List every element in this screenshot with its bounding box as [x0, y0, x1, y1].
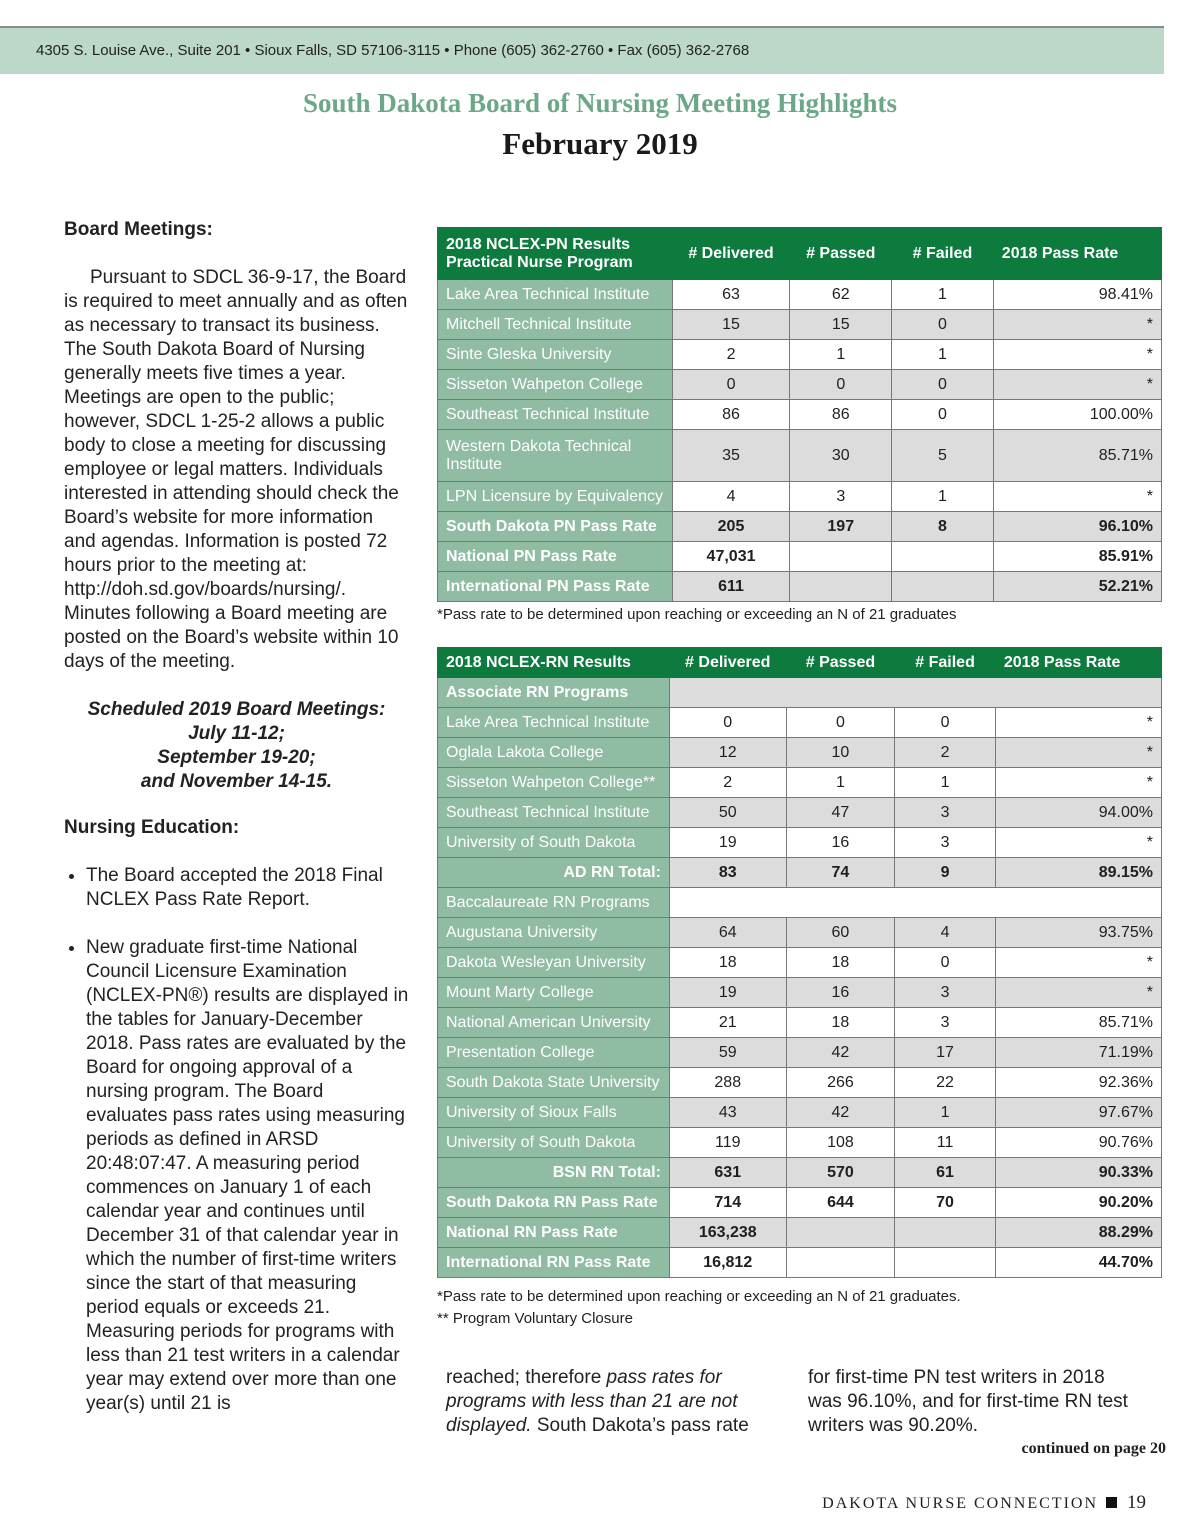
table-row — [438, 918, 1162, 948]
delivered-cell: 714 — [669, 1188, 786, 1218]
failed-cell: 0 — [892, 370, 994, 400]
pn-results-table — [437, 227, 1162, 602]
delivered-cell: 86 — [672, 400, 790, 430]
row-label: Sinte Gleska University — [438, 340, 673, 370]
row-label: University of South Dakota — [438, 828, 670, 858]
passed-cell: 0 — [786, 708, 895, 738]
row-label: LPN Licensure by Equivalency — [438, 482, 673, 512]
passed-cell: 644 — [786, 1188, 895, 1218]
row-label: AD RN Total: — [438, 858, 670, 888]
pass-rate-cell: * — [995, 768, 1161, 798]
failed-cell — [892, 572, 994, 602]
row-label: BSN RN Total: — [438, 1158, 670, 1188]
table-row — [438, 1128, 1162, 1158]
passed-cell: 266 — [786, 1068, 895, 1098]
pass-rate-cell: 89.15% — [995, 858, 1161, 888]
delivered-cell: 631 — [669, 1158, 786, 1188]
failed-cell: 61 — [895, 1158, 996, 1188]
row-label: Oglala Lakota College — [438, 738, 670, 768]
address-bar — [0, 28, 1164, 74]
mid-text-part-2: South Dakota’s pass rate — [531, 1415, 749, 1436]
right-text-column: for first-time PN test writers in 2018 was 96.10%, and for first-time RN test writers was 90.20%. — [808, 1367, 1128, 1436]
pass-rate-cell: 71.19% — [995, 1038, 1161, 1068]
passed-cell: 42 — [786, 1038, 895, 1068]
row-label: International PN Pass Rate — [438, 572, 673, 602]
mid-text-italic: pass rates for programs with less than 21 are not displayed. — [446, 1367, 738, 1436]
delivered-cell: 63 — [672, 280, 790, 310]
pass-rate-cell: 85.71% — [995, 1008, 1161, 1038]
table-row — [438, 280, 1162, 310]
pass-rate-cell: * — [995, 948, 1161, 978]
mid-text-part-1: reached; therefore — [446, 1367, 607, 1388]
failed-cell: 4 — [895, 918, 996, 948]
page-subtitle: February 2019 — [502, 126, 698, 161]
pass-rate-cell: 97.67% — [995, 1098, 1161, 1128]
delivered-cell: 47,031 — [672, 542, 790, 572]
table-row — [438, 370, 1162, 400]
table-row — [438, 512, 1162, 542]
pass-rate-cell: * — [995, 978, 1161, 1008]
failed-cell: 1 — [895, 768, 996, 798]
pass-rate-cell: * — [993, 482, 1161, 512]
row-label: Southeast Technical Institute — [438, 798, 670, 828]
empty-cell — [669, 678, 1161, 708]
failed-cell: 1 — [892, 280, 994, 310]
col-delivered: # Delivered — [672, 228, 790, 280]
education-bullets — [64, 864, 409, 1416]
col-failed: # Failed — [892, 228, 994, 280]
col-passed: # Passed — [790, 228, 892, 280]
table-row — [438, 430, 1162, 482]
delivered-cell: 16,812 — [669, 1248, 786, 1278]
board-meetings-text: Pursuant to SDCL 36-9-17, the Board is required to meet annually and as often as necessary to transact its business. The South Dakota Board of Nursing generally meets five times a year. Meetings are open to the public; however, SDCL 1-25-2 allows a public body to close a meeting for discussing employee or legal matters. Individuals interested in attending should check the Board’s website for more information and agendas. Information is posted 72 hours prior to the meeting at: http://doh.sd.gov/boards/nursing/. Minutes following a Board meeting are posted on the Board’s website within 10 days of the meeting. — [64, 267, 408, 672]
failed-cell: 0 — [892, 310, 994, 340]
table-row — [438, 482, 1162, 512]
passed-cell: 18 — [786, 1008, 895, 1038]
row-label: National PN Pass Rate — [438, 542, 673, 572]
failed-cell: 11 — [895, 1128, 996, 1158]
table-row — [438, 1188, 1162, 1218]
failed-cell: 1 — [895, 1098, 996, 1128]
table-header-row — [438, 228, 1162, 280]
pass-rate-cell: 100.00% — [993, 400, 1161, 430]
table-row — [438, 1098, 1162, 1128]
failed-cell: 0 — [895, 948, 996, 978]
table-row — [438, 798, 1162, 828]
passed-cell — [786, 1248, 895, 1278]
pass-rate-cell: * — [993, 370, 1161, 400]
delivered-cell: 288 — [669, 1068, 786, 1098]
delivered-cell: 50 — [669, 798, 786, 828]
delivered-cell: 21 — [669, 1008, 786, 1038]
failed-cell: 8 — [892, 512, 994, 542]
page-title: South Dakota Board of Nursing Meeting Highlights — [302, 88, 898, 118]
left-column — [64, 218, 409, 1440]
pass-rate-cell: 93.75% — [995, 918, 1161, 948]
passed-cell: 3 — [790, 482, 892, 512]
passed-cell: 86 — [790, 400, 892, 430]
pass-rate-cell: 92.36% — [995, 1068, 1161, 1098]
pass-rate-cell: * — [995, 708, 1161, 738]
page-footer — [822, 1492, 1146, 1514]
passed-cell: 42 — [786, 1098, 895, 1128]
row-label: South Dakota RN Pass Rate — [438, 1188, 670, 1218]
failed-cell: 22 — [895, 1068, 996, 1098]
delivered-cell: 64 — [669, 918, 786, 948]
pass-rate-cell: 98.41% — [993, 280, 1161, 310]
delivered-cell: 2 — [669, 768, 786, 798]
table-row — [438, 1008, 1162, 1038]
table-row — [438, 708, 1162, 738]
failed-cell: 2 — [895, 738, 996, 768]
failed-cell: 3 — [895, 978, 996, 1008]
board-meetings-heading: Board Meetings: — [64, 219, 213, 240]
passed-cell: 10 — [786, 738, 895, 768]
row-label: Dakota Wesleyan University — [438, 948, 670, 978]
passed-cell — [790, 572, 892, 602]
failed-cell: 70 — [895, 1188, 996, 1218]
bullet-item: • New graduate first-time National Council Licensure Examination (NCLEX-PN®) results are displayed in the tables for January-December 2018. Pass rates are evaluated by the Board for ongoing approval of a nursing program. The Board evaluates pass rates using measuring periods as defined in ARSD 20:48:07:47. A measuring period commences on January 1 of each calendar year and continues until December 31 of that calendar year in which the number of first-time writers since the start of that measuring period equals or exceeds 21. Measuring periods for programs with less than 21 test writers in a calendar year may extend over more than one year(s) until 21 is — [86, 936, 409, 1416]
failed-cell: 1 — [892, 482, 994, 512]
col-failed: # Failed — [895, 648, 996, 678]
table-row — [438, 1248, 1162, 1278]
delivered-cell: 19 — [669, 978, 786, 1008]
passed-cell: 0 — [790, 370, 892, 400]
delivered-cell: 43 — [669, 1098, 786, 1128]
table-row — [438, 310, 1162, 340]
row-label: Western Dakota Technical Institute — [438, 430, 673, 482]
row-label: Presentation College — [438, 1038, 670, 1068]
failed-cell: 3 — [895, 1008, 996, 1038]
page-number: 19 — [1127, 1492, 1146, 1513]
table-row — [438, 978, 1162, 1008]
continued-note: continued on page 20 — [1021, 1440, 1166, 1457]
failed-cell: 5 — [892, 430, 994, 482]
passed-cell: 30 — [790, 430, 892, 482]
passed-cell: 197 — [790, 512, 892, 542]
delivered-cell: 83 — [669, 858, 786, 888]
table-row — [438, 828, 1162, 858]
row-label: University of Sioux Falls — [438, 1098, 670, 1128]
row-label: Lake Area Technical Institute — [438, 708, 670, 738]
rn-results-table — [437, 647, 1162, 1278]
pass-rate-cell: 85.91% — [993, 542, 1161, 572]
failed-cell: 0 — [892, 400, 994, 430]
failed-cell — [895, 1218, 996, 1248]
nursing-education-heading: Nursing Education: — [64, 817, 240, 838]
failed-cell — [895, 1248, 996, 1278]
pass-rate-cell: 94.00% — [995, 798, 1161, 828]
pass-rate-cell: 90.33% — [995, 1158, 1161, 1188]
section-label: Associate RN Programs — [438, 678, 670, 708]
col-pass-rate: 2018 Pass Rate — [995, 648, 1161, 678]
row-label: Mitchell Technical Institute — [438, 310, 673, 340]
delivered-cell: 611 — [672, 572, 790, 602]
passed-cell: 62 — [790, 280, 892, 310]
magazine-name: DAKOTA NURSE CONNECTION — [822, 1495, 1098, 1512]
delivered-cell: 205 — [672, 512, 790, 542]
delivered-cell: 35 — [672, 430, 790, 482]
pass-rate-cell: * — [995, 738, 1161, 768]
failed-cell: 0 — [895, 708, 996, 738]
table-header-row — [438, 648, 1162, 678]
table-row — [438, 400, 1162, 430]
pass-rate-cell: 90.76% — [995, 1128, 1161, 1158]
failed-cell: 9 — [895, 858, 996, 888]
col-pass-rate: 2018 Pass Rate — [993, 228, 1161, 280]
delivered-cell: 18 — [669, 948, 786, 978]
passed-cell: 570 — [786, 1158, 895, 1188]
delivered-cell: 0 — [672, 370, 790, 400]
row-label: Augustana University — [438, 918, 670, 948]
passed-cell — [786, 1218, 895, 1248]
delivered-cell: 163,238 — [669, 1218, 786, 1248]
passed-cell: 18 — [786, 948, 895, 978]
passed-cell: 108 — [786, 1128, 895, 1158]
row-label: Southeast Technical Institute — [438, 400, 673, 430]
failed-cell: 1 — [892, 340, 994, 370]
scheduled-heading: Scheduled 2019 Board Meetings: — [87, 699, 386, 720]
row-label: Sisseton Wahpeton College — [438, 370, 673, 400]
col-delivered: # Delivered — [669, 648, 786, 678]
table-row — [438, 542, 1162, 572]
section-label: Baccalaureate RN Programs — [438, 888, 670, 918]
passed-cell — [790, 542, 892, 572]
passed-cell: 16 — [786, 978, 895, 1008]
pass-rate-cell: * — [993, 310, 1161, 340]
passed-cell: 1 — [790, 340, 892, 370]
pass-rate-cell: 88.29% — [995, 1218, 1161, 1248]
delivered-cell: 15 — [672, 310, 790, 340]
passed-cell: 15 — [790, 310, 892, 340]
table-row — [438, 858, 1162, 888]
row-label: National RN Pass Rate — [438, 1218, 670, 1248]
row-label: University of South Dakota — [438, 1128, 670, 1158]
table-row — [438, 768, 1162, 798]
section-label-row — [438, 888, 1162, 918]
passed-cell: 1 — [786, 768, 895, 798]
failed-cell — [892, 542, 994, 572]
delivered-cell: 2 — [672, 340, 790, 370]
table-row — [438, 340, 1162, 370]
delivered-cell: 0 — [669, 708, 786, 738]
table-row — [438, 948, 1162, 978]
passed-cell: 60 — [786, 918, 895, 948]
col-passed: # Passed — [786, 648, 895, 678]
pass-rate-cell: 52.21% — [993, 572, 1161, 602]
table-row — [438, 1038, 1162, 1068]
empty-cell — [669, 888, 1161, 918]
table-row — [438, 572, 1162, 602]
delivered-cell: 4 — [672, 482, 790, 512]
row-label: South Dakota State University — [438, 1068, 670, 1098]
rn-header-title: 2018 NCLEX-RN Results — [438, 648, 670, 678]
pass-rate-cell: 90.20% — [995, 1188, 1161, 1218]
rn-footnote-1: *Pass rate to be determined upon reaching or exceeding an N of 21 graduates. — [437, 1288, 961, 1305]
failed-cell: 17 — [895, 1038, 996, 1068]
middle-text-column — [446, 1366, 766, 1438]
table-row — [438, 738, 1162, 768]
failed-cell: 3 — [895, 828, 996, 858]
pass-rate-cell: * — [995, 828, 1161, 858]
delivered-cell: 19 — [669, 828, 786, 858]
rn-footnote-2: ** Program Voluntary Closure — [437, 1310, 633, 1327]
row-label: Sisseton Wahpeton College** — [438, 768, 670, 798]
pn-header-line2: Practical Nurse Program — [446, 253, 633, 271]
delivered-cell: 59 — [669, 1038, 786, 1068]
row-label: Mount Marty College — [438, 978, 670, 1008]
passed-cell: 16 — [786, 828, 895, 858]
row-label: Lake Area Technical Institute — [438, 280, 673, 310]
scheduled-date-1: July 11-12; — [188, 723, 285, 744]
table-row — [438, 1158, 1162, 1188]
address-text: 4305 S. Louise Ave., Suite 201 • Sioux Falls, SD 57106-3115 • Phone (605) 362-2760 • Fax (605) 362-2768 — [36, 42, 750, 59]
failed-cell: 3 — [895, 798, 996, 828]
bullet-item: • The Board accepted the 2018 Final NCLEX Pass Rate Report. — [86, 864, 409, 912]
row-label: International RN Pass Rate — [438, 1248, 670, 1278]
table-row — [438, 1218, 1162, 1248]
table-row — [438, 1068, 1162, 1098]
row-label: South Dakota PN Pass Rate — [438, 512, 673, 542]
pass-rate-cell: 96.10% — [993, 512, 1161, 542]
section-label-row — [438, 678, 1162, 708]
delivered-cell: 119 — [669, 1128, 786, 1158]
pn-header-title — [438, 228, 673, 280]
row-label: National American University — [438, 1008, 670, 1038]
passed-cell: 74 — [786, 858, 895, 888]
pn-footnote: *Pass rate to be determined upon reaching or exceeding an N of 21 graduates — [437, 606, 957, 623]
scheduled-date-2: September 19-20; — [157, 747, 316, 768]
pass-rate-cell: 44.70% — [995, 1248, 1161, 1278]
square-bullet-icon — [1106, 1497, 1117, 1508]
pass-rate-cell: * — [993, 340, 1161, 370]
passed-cell: 47 — [786, 798, 895, 828]
pass-rate-cell: 85.71% — [993, 430, 1161, 482]
pn-header-line1: 2018 NCLEX-PN Results — [446, 235, 631, 253]
delivered-cell: 12 — [669, 738, 786, 768]
scheduled-date-3: and November 14-15. — [140, 771, 333, 792]
